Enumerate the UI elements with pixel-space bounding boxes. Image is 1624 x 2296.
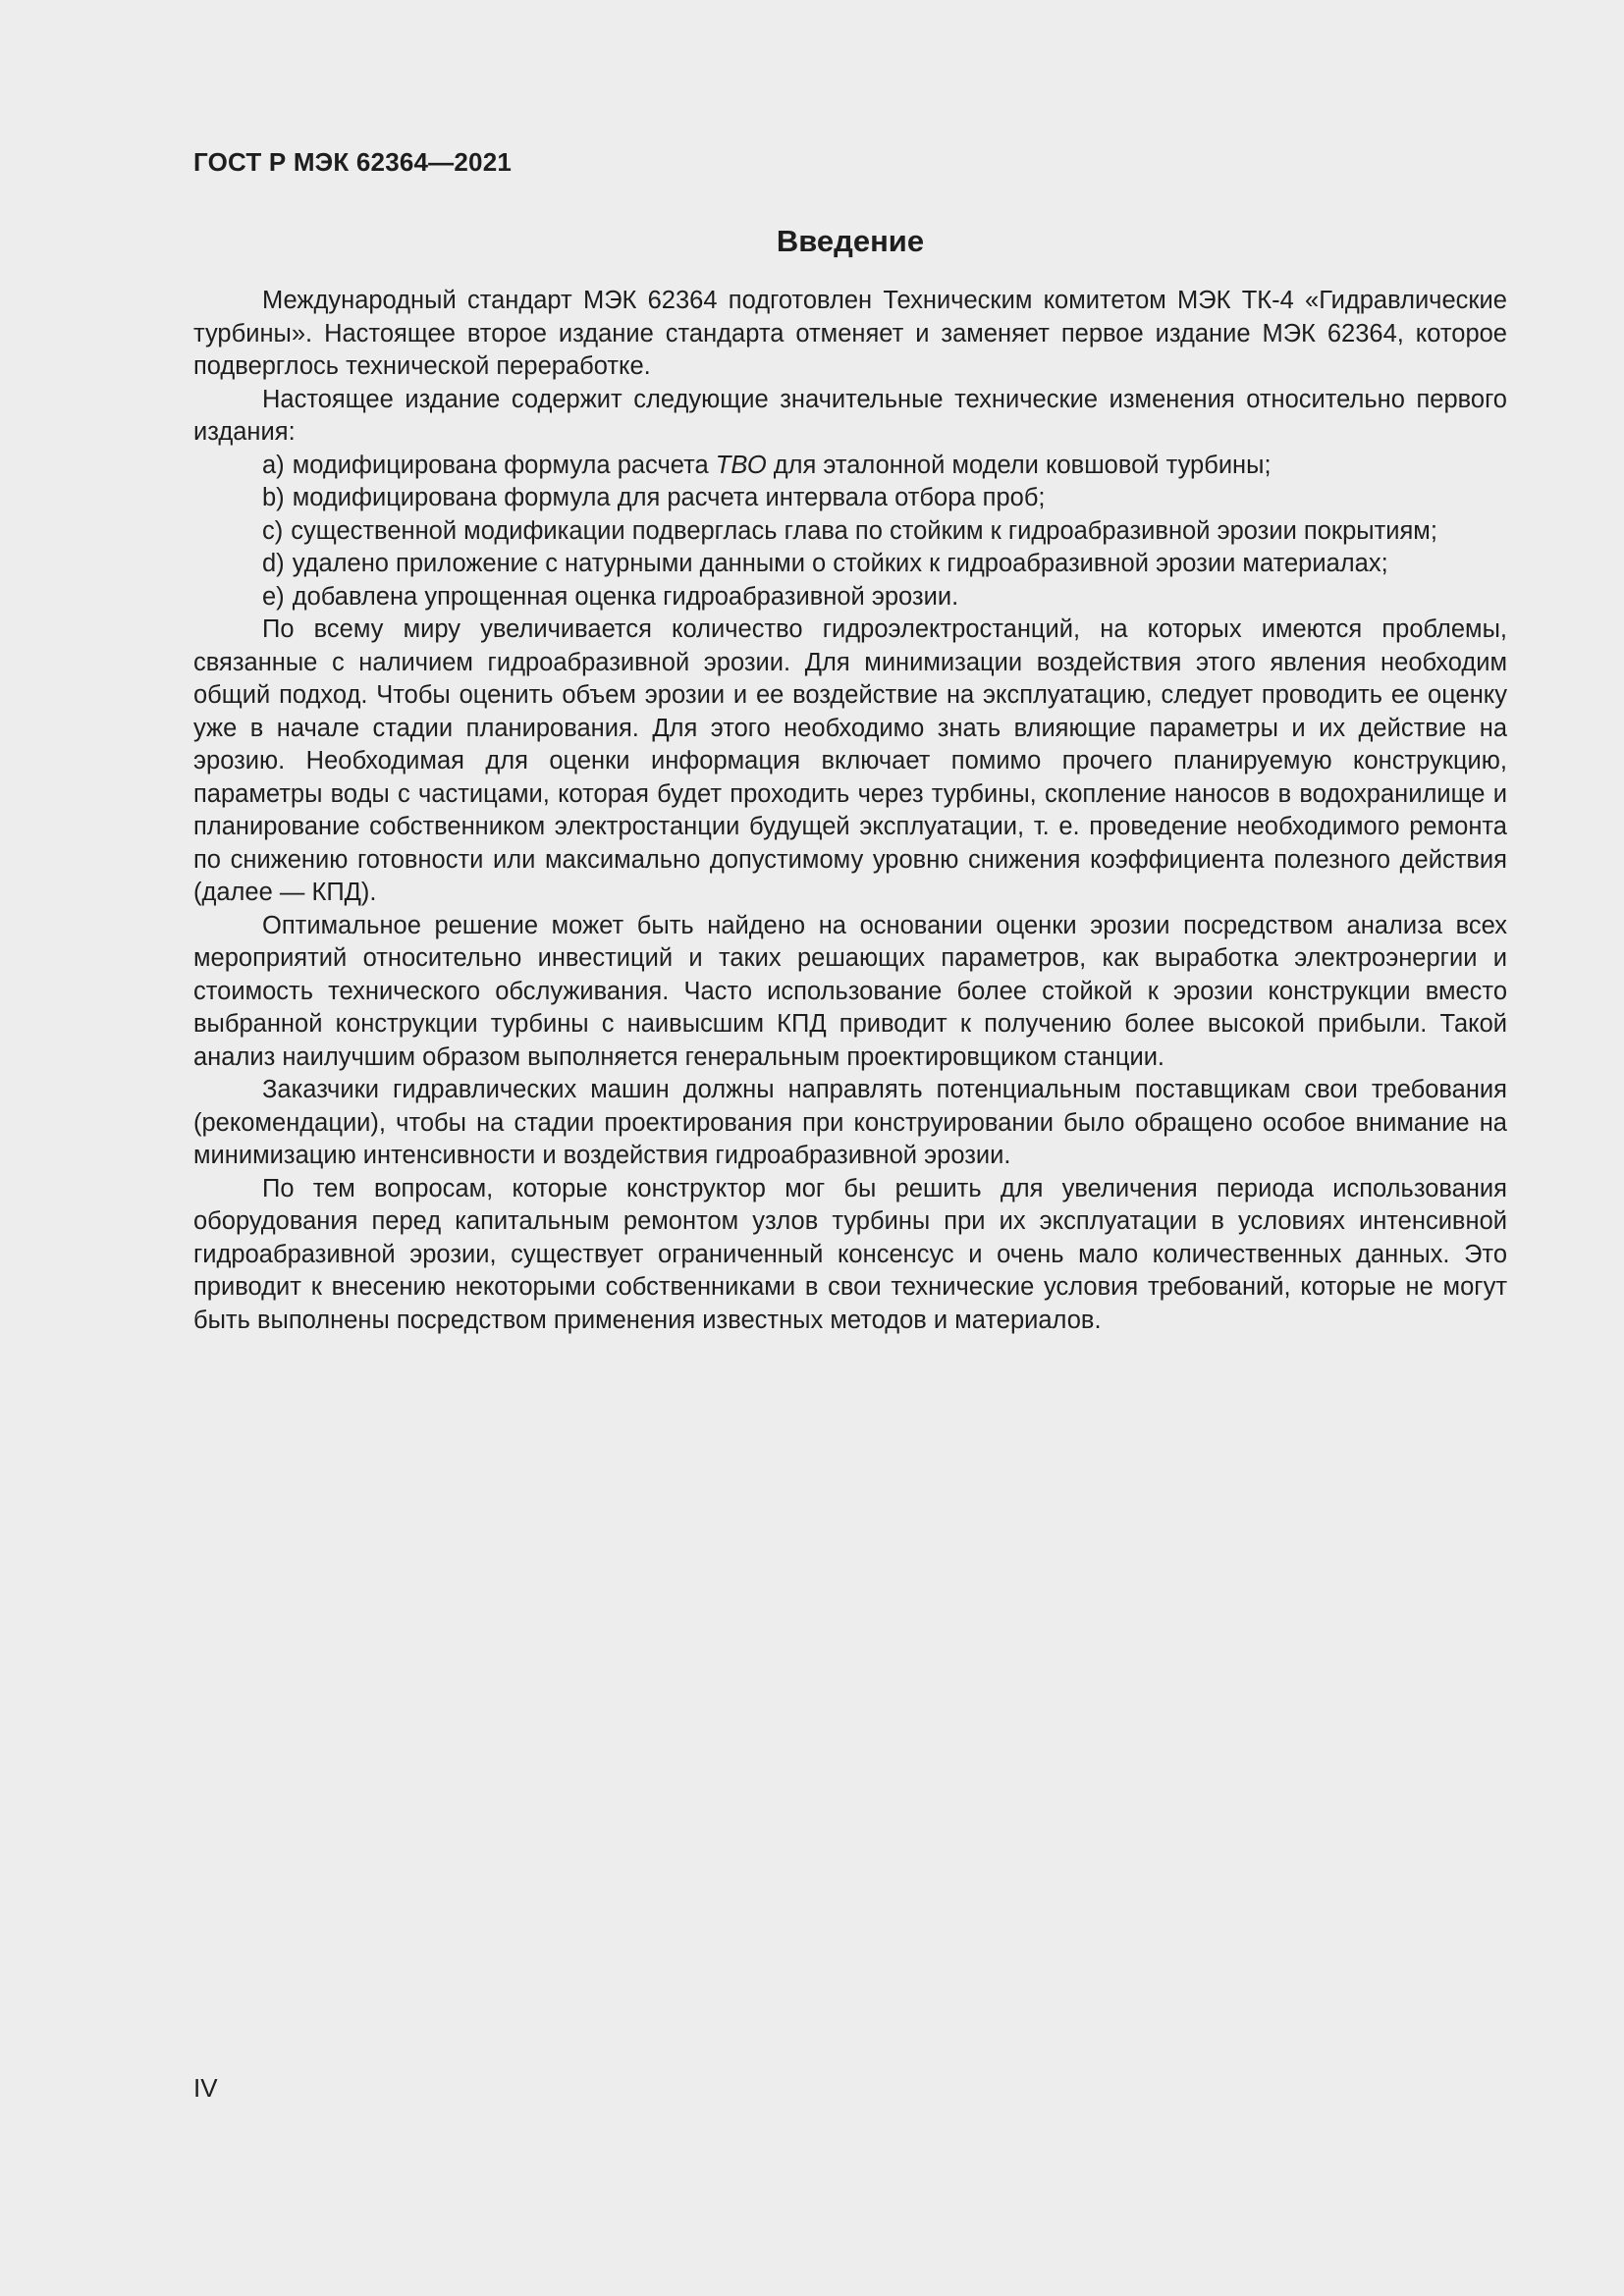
paragraph-6: По тем вопросам, которые конструктор мог бы решить для увеличения периода использования оборудования перед капитальным ремонтом узлов турбины при их эксплуатации в условиях интенсивной гидроабразивной эрозии, существует ограниченный консенсус и очень мало количественных данных. Это приводит к внесению некоторыми собственниками в свои технические условия требований, которые не могут быть выполнены посредством применения известных методов и материалов. xyxy=(193,1174,1507,1334)
list-marker: c) xyxy=(262,516,284,545)
list-marker: a) xyxy=(262,451,285,479)
list-item-text: удалено приложение с натурными данными о стойких к гидроабразивной эрозии материалах; xyxy=(292,550,1388,577)
page-number: IV xyxy=(193,2073,218,2103)
list-item-emphasis: ТВО xyxy=(715,451,767,479)
section-title: Введение xyxy=(776,224,925,258)
paragraph-5: Заказчики гидравлических машин должны направлять потенциальным поставщикам свои требования (рекомендации), чтобы на стадии проектирования при конструировании было обращено особое внимание на минимизацию интенсивности и воздействия гидроабразивной эрозии. xyxy=(193,1076,1507,1169)
paragraph-4: Оптимальное решение может быть найдено на основании оценки эрозии посредством анализа всех мероприятий относительно инвестиций и таких решающих параметров, как выработка электроэнергии и стоимость технического обслуживания. Часто использование более стойкой к эрозии конструкции вместо выбранной конструкции турбины с наивысшим КПД приводит к получению более высокой прибыли. Такой анализ наилучшим образом выполняется генеральным проектировщиком станции. xyxy=(193,911,1507,1071)
list-item-text: модифицирована формула расчета xyxy=(292,451,716,479)
paragraph-3: По всему миру увеличивается количество гидроэлектростанций, на которых имеются проблемы, связанные с наличием гидроабразивной эрозии. Для минимизации воздействия этого явления необходим общий подход. Чтобы оценить объем эрозии и ее воздействие на эксплуатацию, следует проводить ее оценку уже в начале стадии планирования. Для этого необходимо знать влияющие параметры и их действие на эрозию. Необходимая для оценки информация включает помимо прочего планируемую конструкцию, параметры воды с частицами, которая будет проходить через турбины, скопление наносов в водохранилище и планирование собственником электростанции будущей эксплуатации, т. е. проведение необходимого ремонта по снижению готовности или максимально допустимому уровню снижения коэффициента полезного действия (далее — КПД). xyxy=(193,615,1507,906)
paragraph-1: Международный стандарт МЭК 62364 подготовлен Техническим комитетом МЭК ТК-4 «Гидравлические турбины». Настоящее второе издание стандарта отменяет и заменяет первое издание МЭК 62364, которое подверглось технической переработке. xyxy=(193,287,1507,380)
list-item-text: для эталонной модели ковшовой турбины; xyxy=(766,451,1272,479)
list-item-c xyxy=(193,515,1507,549)
list-item-e xyxy=(193,581,1507,614)
list-item-b xyxy=(193,482,1507,515)
paragraph-2: Настоящее издание содержит следующие значительные технические изменения относительно первого издания: xyxy=(193,385,1507,446)
introduction-body xyxy=(193,285,1507,1337)
list-item-a xyxy=(193,450,1507,483)
document-header: ГОСТ Р МЭК 62364—2021 xyxy=(193,147,513,177)
list-marker: d) xyxy=(262,550,285,577)
list-marker: e) xyxy=(262,582,285,611)
list-item-d xyxy=(193,548,1507,581)
list-marker: b) xyxy=(262,484,285,511)
list-item-text: модифицирована формула для расчета интервала отбора проб; xyxy=(292,484,1046,511)
list-item-text: добавлена упрощенная оценка гидроабразивной эрозии. xyxy=(292,582,959,611)
list-item-text: существенной модификации подверглась глава по стойким к гидроабразивной эрозии покрытиям; xyxy=(291,516,1437,545)
